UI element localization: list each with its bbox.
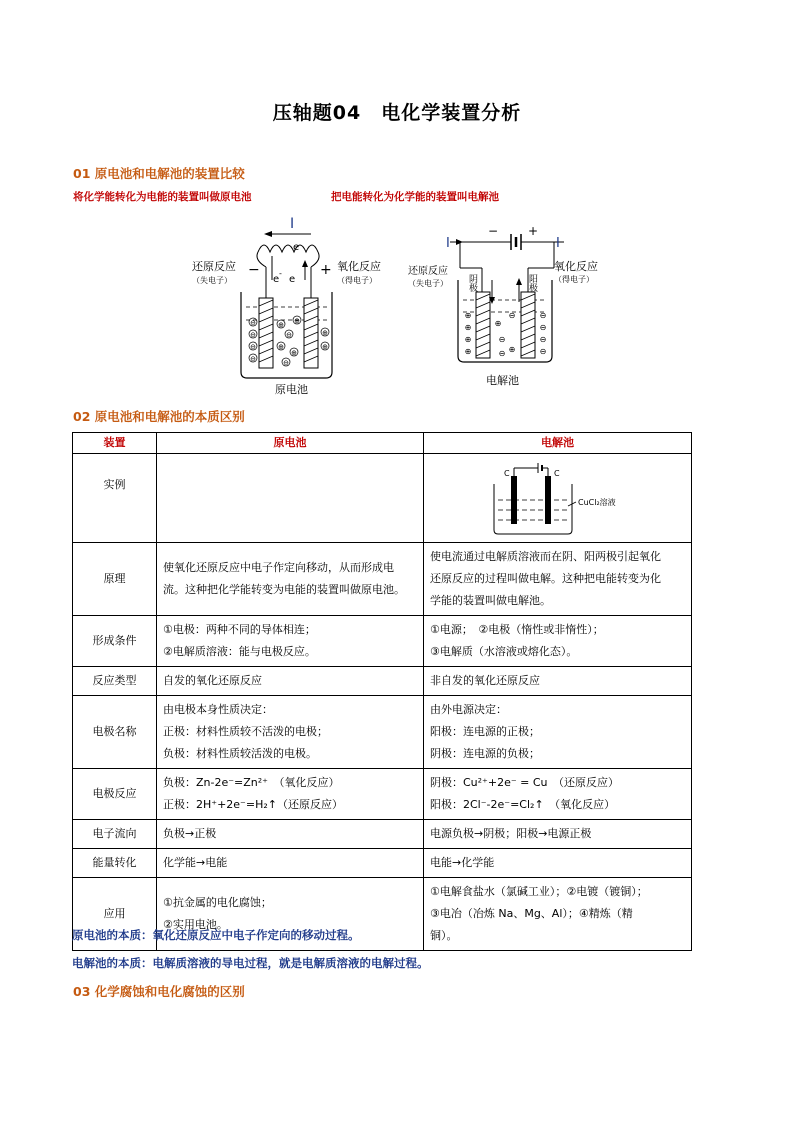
svg-text:⊖: ⊖ xyxy=(498,335,506,344)
galvanic-essence: 原电池的本质：氧化还原反应中电子作定向的移动过程。 xyxy=(72,928,360,942)
reduction-note: （失电子） xyxy=(408,279,448,288)
galvanic-cell-value xyxy=(157,543,424,616)
cell-line: 负极→正极 xyxy=(163,827,217,840)
table-row xyxy=(73,454,692,543)
cell-line: ①抗金属的电化腐蚀； xyxy=(163,896,272,909)
svg-text:⊖: ⊖ xyxy=(498,349,506,358)
table-row xyxy=(73,543,692,616)
cell-line: 使电流通过电解质溶液而在阴、阳两极引起氧化 xyxy=(430,550,661,563)
galvanic-definition: 将化学能转化为电能的装置叫做原电池 xyxy=(73,191,252,203)
electrolytic-cell-value xyxy=(424,849,692,878)
row-label: 应用 xyxy=(73,878,157,951)
cell-line: 阴极：Cu²⁺+2e⁻ = Cu （还原反应） xyxy=(430,776,620,789)
svg-text:⊖: ⊖ xyxy=(250,319,256,327)
table-row xyxy=(73,820,692,849)
electrolytic-definition: 把电能转化为化学能的装置叫电解池 xyxy=(331,191,499,203)
svg-text:⊖: ⊖ xyxy=(250,355,256,363)
electron-label-2: e xyxy=(273,274,280,285)
cell-line: ①电解食盐水（氯碱工业）；②电镀（镀铜）； xyxy=(430,885,648,898)
galvanic-cell-value xyxy=(157,616,424,667)
section-3-heading: 03 化学腐蚀和电化腐蚀的区别 xyxy=(73,984,245,999)
table-row xyxy=(73,849,692,878)
svg-text:⊕: ⊕ xyxy=(508,345,516,354)
electrolytic-cell-value xyxy=(424,878,692,951)
svg-text:⊕: ⊕ xyxy=(464,323,472,332)
cell-line: 还原反应的过程叫做电解。这种把电能转变为化 xyxy=(430,572,661,585)
cell-line: 学能的装置叫做电解池。 xyxy=(430,594,551,607)
cell-line: 自发的氧化还原反应 xyxy=(163,674,262,687)
svg-text:⊕: ⊕ xyxy=(464,347,472,356)
table-row xyxy=(73,667,692,696)
oxidation-note: （得电子） xyxy=(337,276,377,285)
cell-line: 正极：材料性质较不活泼的电极； xyxy=(163,725,328,738)
plus-sign: + xyxy=(320,262,332,278)
electron-charge: - xyxy=(279,269,282,278)
solution-label: CuCl₂溶液 xyxy=(578,498,616,507)
comparison-table xyxy=(72,432,692,951)
cell-line: 阳极：连电源的正极； xyxy=(430,725,540,738)
electrolytic-caption: 电解池 xyxy=(486,374,519,387)
table-row xyxy=(73,769,692,820)
electrolytic-cell-value xyxy=(424,667,692,696)
svg-text:⊕: ⊕ xyxy=(322,329,328,337)
battery-minus: − xyxy=(488,224,499,238)
cell-line: 由电极本身性质决定： xyxy=(163,703,273,716)
svg-text:⊕: ⊕ xyxy=(494,319,502,328)
section-1-heading: 01 原电池和电解池的装置比较 xyxy=(73,166,245,181)
cell-line: 非自发的氧化还原反应 xyxy=(430,674,540,687)
svg-text:⊕: ⊕ xyxy=(278,321,284,329)
svg-text:⊖: ⊖ xyxy=(286,331,292,339)
cathode-label: 阴极 xyxy=(467,274,477,292)
electron-label-1: e xyxy=(293,242,300,253)
svg-text:⊕: ⊕ xyxy=(278,343,284,351)
svg-text:⊖: ⊖ xyxy=(539,323,547,332)
table-row xyxy=(73,616,692,667)
cell-line: ①电极：两种不同的导体相连； xyxy=(163,623,316,636)
svg-text:⊖: ⊖ xyxy=(283,359,289,367)
oxidation-note: （得电子） xyxy=(554,275,594,284)
electrolytic-cell-value xyxy=(424,769,692,820)
anode-label: 阳极 xyxy=(527,274,537,292)
electrolytic-cell-value xyxy=(424,820,692,849)
cucl2-electrolysis-figure xyxy=(490,460,640,536)
current-label-right: I xyxy=(556,236,560,251)
svg-text:⊕: ⊕ xyxy=(464,311,472,320)
reduction-note: （失电子） xyxy=(192,276,232,285)
row-label: 电极名称 xyxy=(73,696,157,769)
table-header: 装置 xyxy=(73,433,157,454)
svg-text:⊕: ⊕ xyxy=(294,317,300,325)
galvanic-cell-value xyxy=(157,849,424,878)
galvanic-cell-diagram xyxy=(186,212,381,402)
oxidation-label: 氧化反应 xyxy=(554,260,598,273)
cell-line: ①电源； ②电极（惰性或非惰性）； xyxy=(430,623,604,636)
svg-text:⊖: ⊖ xyxy=(539,311,547,320)
galvanic-cell-value xyxy=(157,667,424,696)
svg-text:⊕: ⊕ xyxy=(464,335,472,344)
galvanic-cell-value xyxy=(157,820,424,849)
cell-line: 电能→化学能 xyxy=(430,856,495,869)
cell-line: ③电解质（水溶液或熔化态）。 xyxy=(430,645,578,658)
table-row xyxy=(73,696,692,769)
cell-line: 阴极：连电源的负极； xyxy=(430,747,540,760)
cell-line: 电源负极→阴极；阳极→电源正极 xyxy=(430,827,592,840)
svg-text:⊖: ⊖ xyxy=(539,347,547,356)
row-label: 电极反应 xyxy=(73,769,157,820)
battery-plus: + xyxy=(528,224,539,238)
cell-line: 铜）。 xyxy=(430,929,458,942)
current-label: I xyxy=(290,216,295,232)
reduction-label: 还原反应 xyxy=(408,266,448,277)
minus-sign: − xyxy=(248,262,260,278)
cell-line: ②电解质溶液：能与电极反应。 xyxy=(163,645,316,658)
galvanic-cell-value xyxy=(157,769,424,820)
cell-line: 使氧化还原反应中电子作定向移动，从而形成电 xyxy=(163,561,394,574)
table-header: 原电池 xyxy=(157,433,424,454)
cell-line: 化学能→电能 xyxy=(163,856,228,869)
svg-text:⊖: ⊖ xyxy=(250,331,256,339)
electrolytic-cell-value xyxy=(424,543,692,616)
carbon-electrode-label: C xyxy=(504,469,510,478)
section-2-heading: 02 原电池和电解池的本质区别 xyxy=(73,409,245,424)
electrolytic-cell-diagram xyxy=(406,222,606,392)
cell-line: ②实用电池。 xyxy=(163,918,228,931)
cell-line: 正极：2H⁺+2e⁻=H₂↑（还原反应） xyxy=(163,798,343,811)
example-electrolytic-cell xyxy=(424,454,692,543)
row-label: 电子流向 xyxy=(73,820,157,849)
cell-line: 由外电源决定： xyxy=(430,703,507,716)
svg-text:⊖: ⊖ xyxy=(508,311,516,320)
oxidation-label: 氧化反应 xyxy=(337,260,381,273)
svg-text:⊕: ⊕ xyxy=(322,343,328,351)
page-title: 压轴题04 电化学装置分析 xyxy=(272,102,522,124)
cell-line: 流。这种把化学能转变为电能的装置叫做原电池。 xyxy=(163,583,405,596)
row-label: 实例 xyxy=(73,454,157,543)
cell-line: 负极：材料性质较活泼的电极。 xyxy=(163,747,317,760)
row-label: 形成条件 xyxy=(73,616,157,667)
electrolytic-cell-value xyxy=(424,616,692,667)
electron-label-3: e xyxy=(289,274,296,285)
carbon-electrode-label: C xyxy=(554,469,560,478)
svg-text:⊕: ⊕ xyxy=(291,349,297,357)
cell-line: 阳极：2Cl⁻-2e⁻=Cl₂↑ （氧化反应） xyxy=(430,798,616,811)
table-header-row xyxy=(73,433,692,454)
cell-line: ③电冶（冶炼 Na、Mg、Al）；④精炼（精 xyxy=(430,907,633,920)
row-label: 原理 xyxy=(73,543,157,616)
electrolytic-cell-value xyxy=(424,696,692,769)
galvanic-caption: 原电池 xyxy=(275,383,308,396)
current-label-left: I xyxy=(446,236,450,251)
galvanic-cell-value xyxy=(157,696,424,769)
row-label: 能量转化 xyxy=(73,849,157,878)
row-label: 反应类型 xyxy=(73,667,157,696)
reduction-label: 还原反应 xyxy=(192,260,236,273)
cell-line: 负极：Zn-2e⁻=Zn²⁺ （氧化反应） xyxy=(163,776,340,789)
electrolytic-essence: 电解池的本质：电解质溶液的导电过程，就是电解质溶液的电解过程。 xyxy=(72,956,429,970)
svg-text:⊖: ⊖ xyxy=(539,335,547,344)
table-header: 电解池 xyxy=(424,433,692,454)
svg-text:⊖: ⊖ xyxy=(250,343,256,351)
example-galvanic-cell xyxy=(157,454,424,543)
